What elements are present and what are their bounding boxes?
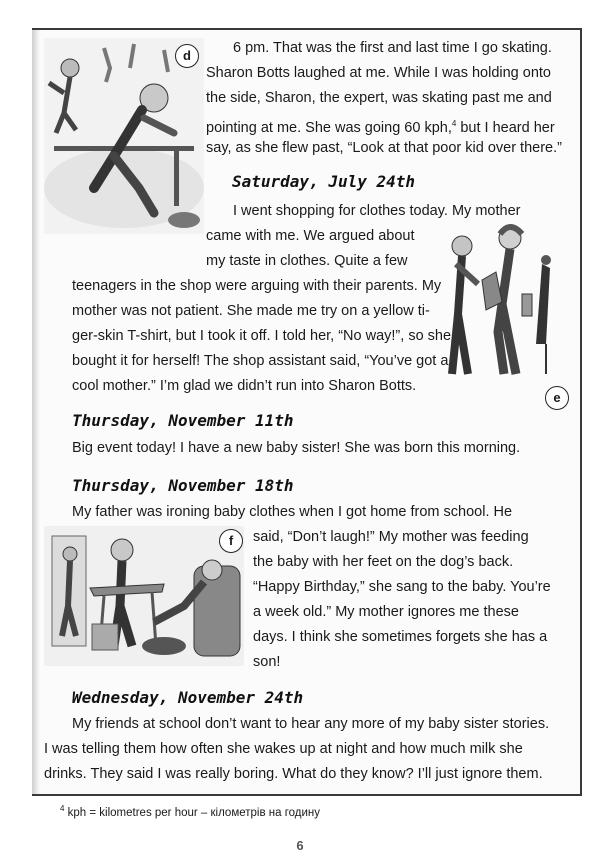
text-line: My father was ironing baby clothes when I got home from school. He <box>72 504 513 520</box>
text-line: a week old.” My mother ignores me these <box>253 604 519 620</box>
text-line: say, as she flew past, “Look at that poor kid over there.” <box>206 140 562 156</box>
illustration-label-e: e <box>545 386 569 410</box>
skating-illustration <box>44 38 204 234</box>
text-line: Big event today! I have a new baby sister! She was born this morning. <box>72 440 521 456</box>
text-line: cool mother.” I’m glad we didn’t run into Sharon Botts. <box>72 378 417 394</box>
footnote-ref: 4 <box>451 119 457 128</box>
text-fragment: but I heard her <box>456 119 555 136</box>
text-line: the baby with her feet on the dog’s back. <box>253 554 514 570</box>
text-line: I went shopping for clothes today. My mother <box>233 203 521 219</box>
entry-heading-november-11: Thursday, November 11th <box>72 411 294 430</box>
text-line: said, “Don’t laugh!” My mother was feeding <box>253 529 529 545</box>
text-line: “Happy Birthday,” she sang to the baby. You’re <box>253 579 551 595</box>
text-line: came with me. We argued about <box>206 228 415 244</box>
text-line: days. I think she sometimes forgets she has a <box>253 629 548 645</box>
entry-heading-november-18: Thursday, November 18th <box>72 476 294 495</box>
entry-heading-july-24: Saturday, July 24th <box>232 172 416 191</box>
text-line: drinks. They said I was really boring. What do they know? I’ll just ignore them. <box>44 766 543 782</box>
footnote-mark: 4 <box>60 804 65 813</box>
text-line: son! <box>253 654 281 670</box>
text-line: mother was not patient. She made me try on a yellow ti- <box>72 303 430 319</box>
text-line: ger-skin T-shirt, but I took it off. I told her, “No way!”, so she <box>72 328 452 344</box>
shopping-illustration <box>442 224 566 394</box>
page-number: 6 <box>296 838 304 853</box>
text-line: teenagers in the shop were arguing with their parents. My <box>72 278 442 294</box>
text-line: the side, Sharon, the expert, was skating past me and <box>206 90 552 106</box>
footnote <box>60 804 320 819</box>
illustration-label-d: d <box>175 44 199 68</box>
text-line: 6 pm. That was the first and last time I go skating. <box>233 40 552 56</box>
text-line: I was telling them how often she wakes up at night and how much milk she <box>44 741 523 757</box>
family-illustration <box>44 526 244 666</box>
text-fragment: pointing at me. She was going 60 kph, <box>206 119 452 136</box>
entry-heading-november-24: Wednesday, November 24th <box>72 688 304 707</box>
text-line: my taste in clothes. Quite a few <box>206 253 408 269</box>
footnote-text: kph = kilometres per hour – кілометрів на годину <box>64 806 321 819</box>
text-line: bought it for herself! The shop assistant said, “You’ve got a <box>72 353 449 369</box>
text-line: My friends at school don’t want to hear any more of my baby sister stories. <box>72 716 550 732</box>
illustration-label-f: f <box>219 529 243 553</box>
text-line: Sharon Botts laughed at me. While I was holding onto <box>206 65 551 81</box>
